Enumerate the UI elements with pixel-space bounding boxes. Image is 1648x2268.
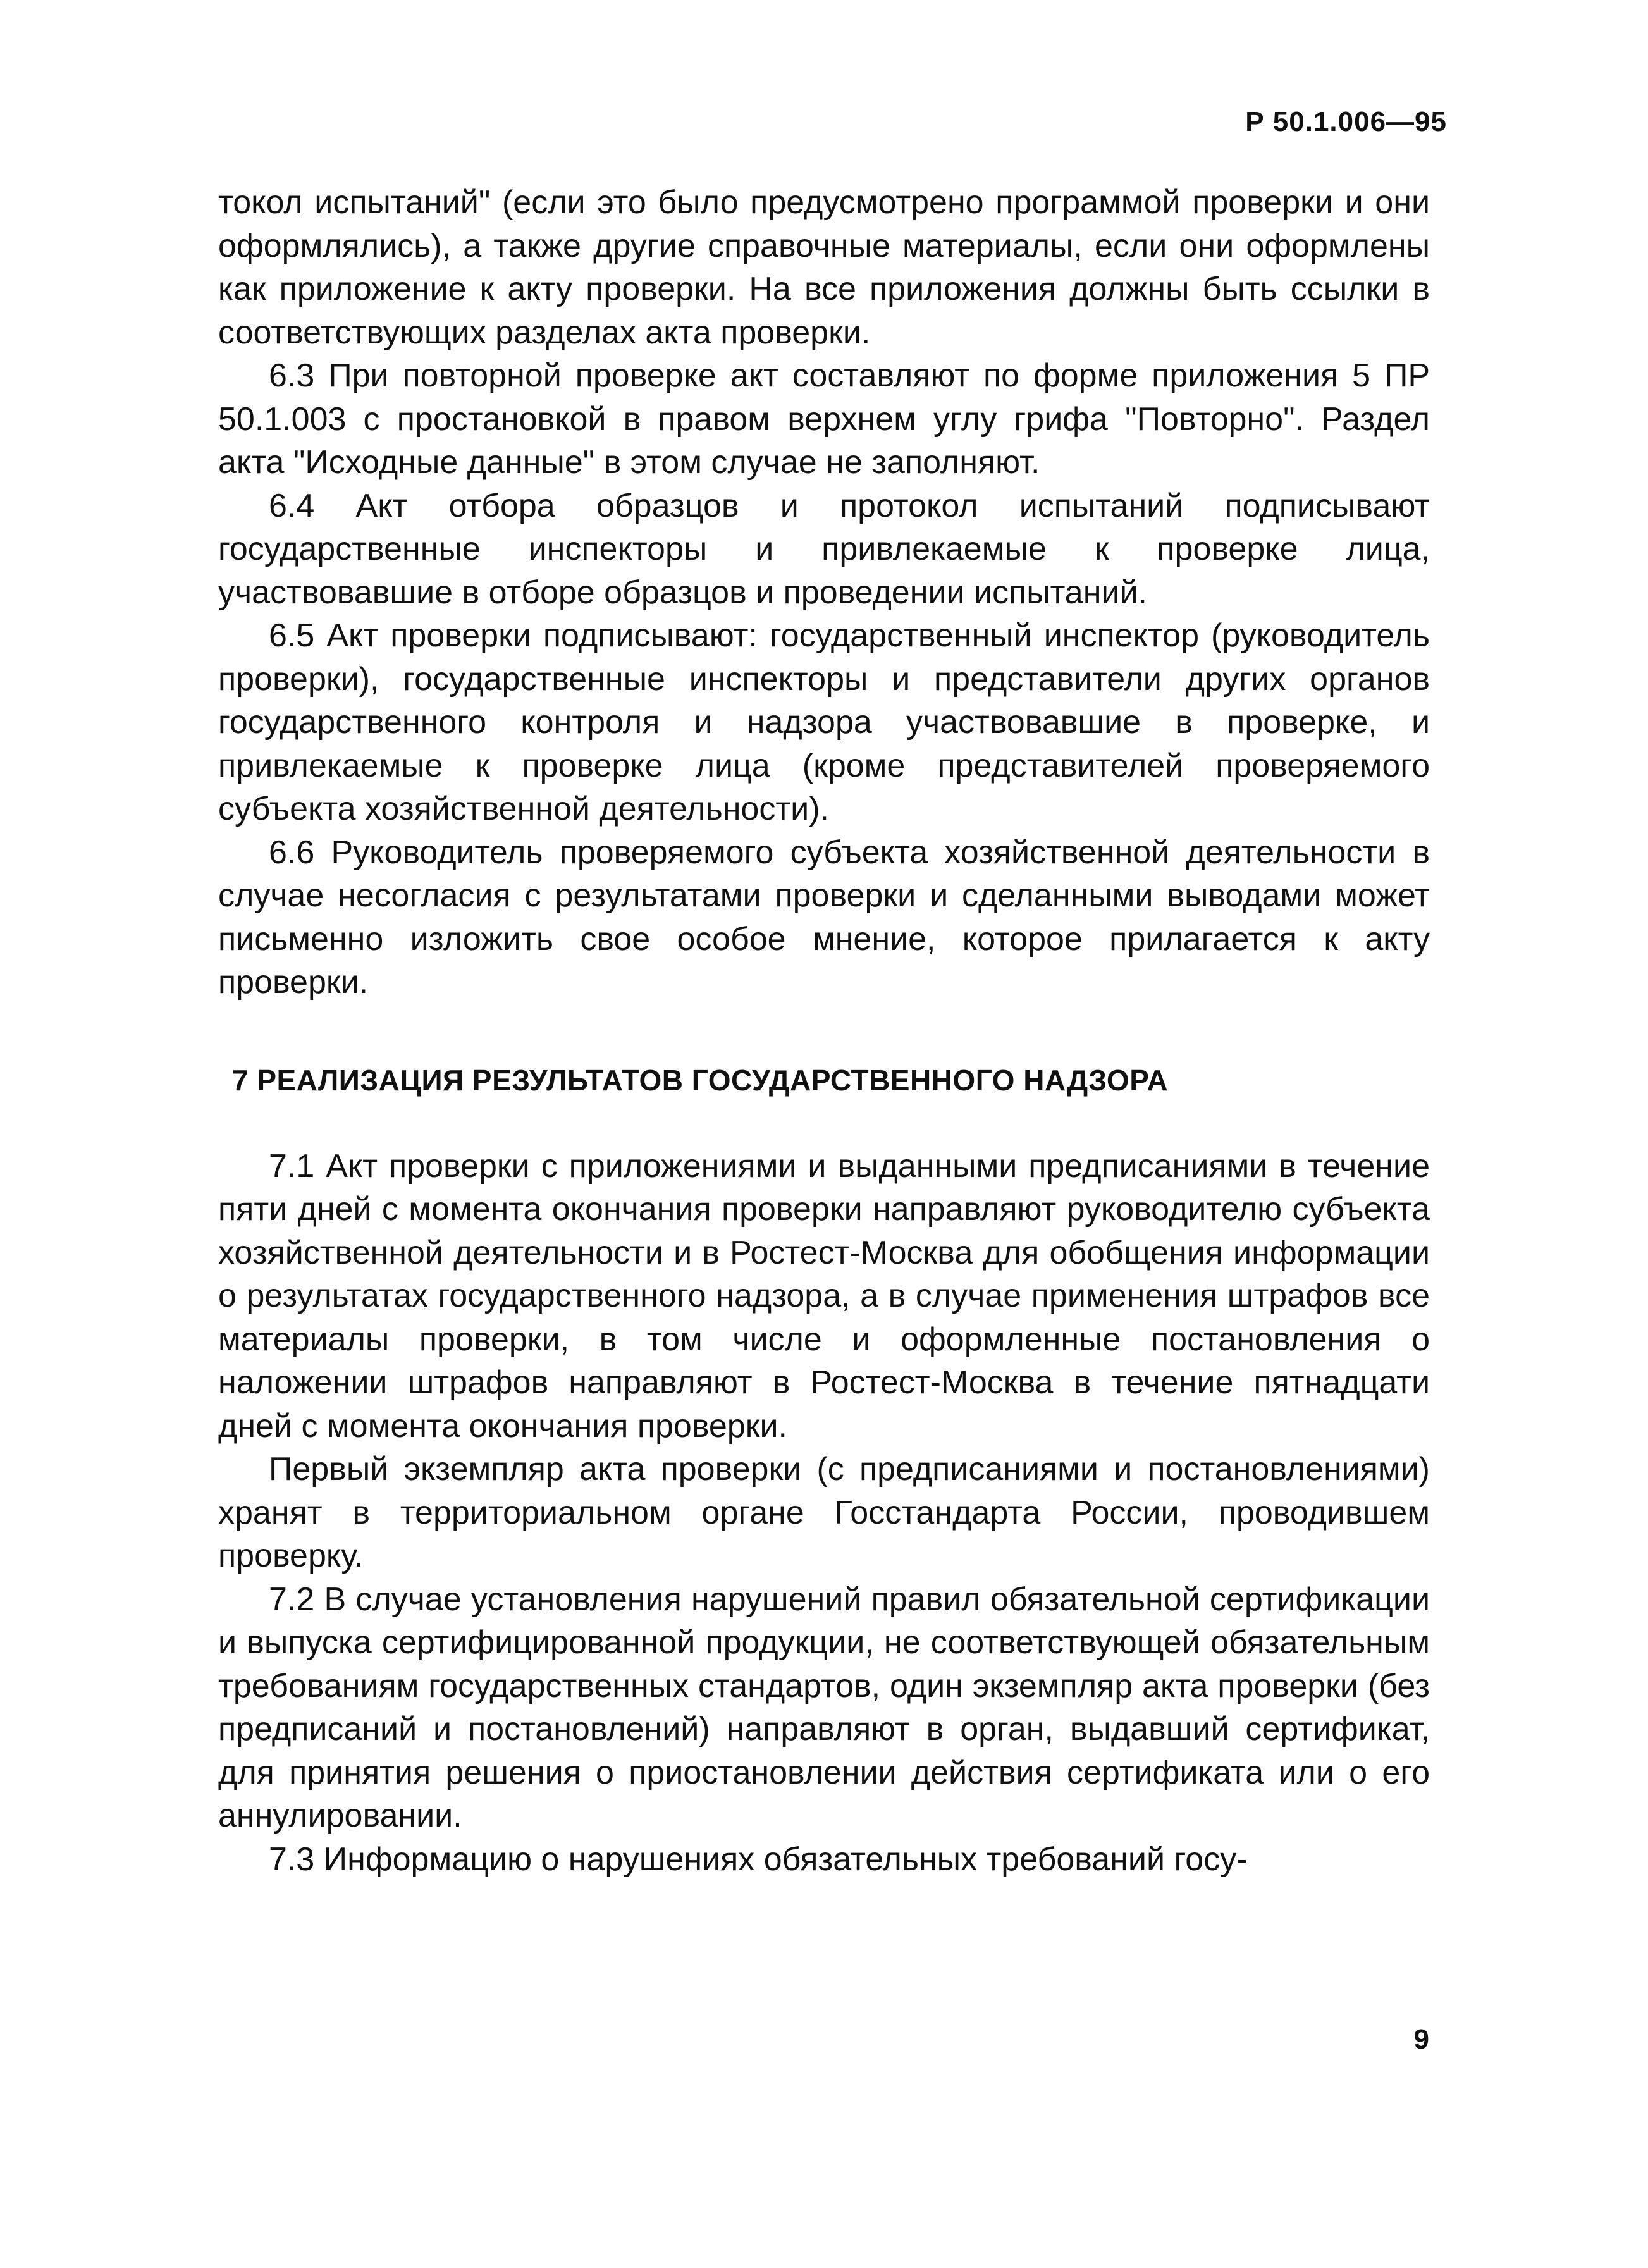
document-body bbox=[218, 181, 1430, 1881]
paragraph-7-3: 7.3 Информацию о нарушениях обязательных требований госу- bbox=[269, 1840, 1248, 1878]
paragraph-first-copy: Первый экземпляр акта проверки (с предписаниями и постановлениями) хранят в территориальном органе Госстандарта России, проводившем проверку. bbox=[218, 1451, 1430, 1574]
document-code: Р 50.1.006—95 bbox=[1245, 106, 1447, 137]
paragraph-7-1: 7.1 Акт проверки с приложениями и выданными предписаниями в течение пяти дней с момента окончания проверки направляют руководителю субъекта хозяйственной деятельности и в Ростест-Москва для обобщения информации о результатах государственного надзора, а в случае применения штрафов все материалы проверки, в том числе и оформленные постановления о наложении штрафов направляют в Ростест-Москва в течение пятнадцати дней с момента окончания проверки. bbox=[218, 1147, 1430, 1445]
paragraph-6-3: 6.3 При повторной проверке акт составляют по форме приложения 5 ПР 50.1.003 с простановкой в правом верхнем углу грифа "Повторно". Раздел акта "Исходные данные" в этом случае не заполняют. bbox=[218, 357, 1430, 481]
paragraph-6-5: 6.5 Акт проверки подписывают: государственный инспектор (руководитель проверки), государственные инспекторы и представители других органов государственного контроля и надзора участвовавшие в проверке, и привлекаемые к проверке лица (кроме представителей проверяемого субъекта хозяйственной деятельности). bbox=[218, 617, 1430, 827]
paragraph-7-2: 7.2 В случае установления нарушений правил обязательной сертификации и выпуска сертифицированной продукции, не соответствующей обязательным требованиям государственных стандартов, один экземпляр акта проверки (без предписаний и постановлений) направляют в орган, выдавший сертификат, для принятия решения о приостановлении действия сертификата или о его аннулировании. bbox=[218, 1581, 1430, 1834]
paragraph-6-4: 6.4 Акт отбора образцов и протокол испытаний подписывают государственные инспекторы и привлекаемые к проверке лица, участвовавшие в отборе образцов и проведении испытаний. bbox=[218, 487, 1430, 611]
paragraph-6-6: 6.6 Руководитель проверяемого субъекта хозяйственной деятельности в случае несогласия с результатами проверки и сделанными выводами может письменно изложить свое особое мнение, которое прилагается к акту проверки. bbox=[218, 834, 1430, 1001]
paragraph-continuation: токол испытаний" (если это было предусмотрено программой проверки и они оформлялись), а также другие справочные материалы, если они оформлены как приложение к акту проверки. На все приложения должны быть ссылки в соответствующих разделах акта проверки. bbox=[218, 184, 1430, 351]
section-7-heading: 7 РЕАЛИЗАЦИЯ РЕЗУЛЬТАТОВ ГОСУДАРСТВЕННОГО НАДЗОРА bbox=[232, 1063, 1169, 1097]
page-number: 9 bbox=[1413, 2024, 1429, 2055]
